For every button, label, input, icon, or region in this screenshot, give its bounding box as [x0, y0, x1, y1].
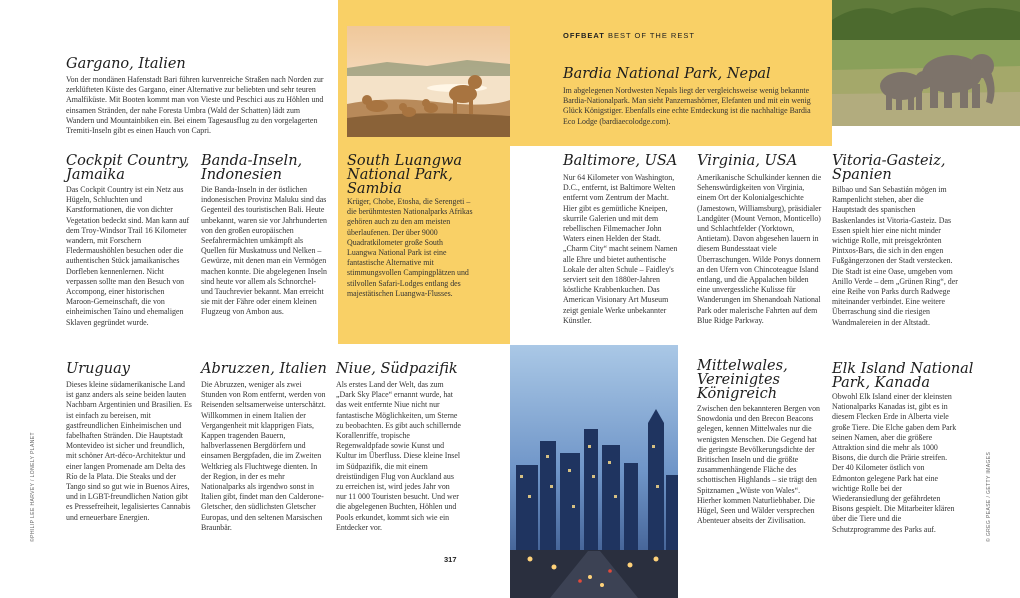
baltimore-body: Nur 64 Kilometer von Washington, D.C., entfernt, ist Baltimore Welten entfernt vom Zentrum der Macht. Hier gibt es gemütliche Kneipen, skurrile Galerien und mit dem rebellischen Filmemacher John Waters einen Helden der Stadt. „Charm City“ macht seinem Namen alle Ehre und bietet authentische Lokale der alten Schule – Faidley's serviert seit den 1880er-Jahren köstliche Krabbenkuchen. Das American Visionary Art Museum zeigt geniale Werke unbekannter Künstler. — [563, 173, 678, 325]
page-number: 317 — [444, 555, 457, 564]
abruzzen-title: Abruzzen, Italien — [201, 361, 327, 377]
virginia-title: Virginia, USA — [697, 153, 798, 169]
gargano-body: Von der mondänen Hafenstadt Bari führen kurvenreiche Straßen nach Norden zur zerklüfteten Küste des Gargano, einer Alternative zur beliebten und sehr teuren Amalfiküste. Mit Booten kommt man von Vieste und Peschici aus zu Höhlen und einsamen Stränden, der nahe Foresta Umbra (Wald der Schatten) lädt zum Wandern und Mountainbiken ein. Bei einem Tagesausflug zu den vorgelagerten Tremiti-Inseln gibt es einen Hauch von Capri. — [66, 75, 324, 136]
uruguay-body: Dieses kleine südamerikanische Land ist ganz anders als seine beiden lauten Nachbarn Argentinien und Brasilien. Es ist einfach zu bereisen, mit gastfreundlichen Einheimischen und fabelhaften Stränden. Die Hauptstadt Montevideo ist sicher und freundlich, mit schöner Art-déco-Architektur und einer langen Promenade am Delta des Río de la Plata. Die Steaks und der Tango sind so gut wie in Buenos Aires, und in LGBT-freundlichen Nation gibt es Pressefreiheit, legalisiertes Cannabis und erneuerbare Energien. — [66, 380, 192, 522]
vitoria-title: Vitoria-Gasteiz, Spanien — [832, 153, 946, 183]
elephants-photo — [832, 0, 1020, 126]
uruguay-title: Uruguay — [66, 361, 130, 377]
baltimore-title: Baltimore, USA — [563, 153, 678, 169]
bardia-body: Im abgelegenen Nordwesten Nepals liegt der vergleichsweise wenig bekannte Bardia-Nationalpark. Man sieht Panzernashörner, Elefanten und mit ein wenig Glück Königstiger. Ebenfalls eine echte Entdeckung ist die nachhaltige Bardia Eco Lodge (bardiaecolodge.com). — [563, 86, 811, 126]
vitoria-body: Bilbao und San Sebastián mögen im Rampenlicht stehen, aber die Hauptstadt des spanischen Baskenlandes ist Vitoria-Gasteiz. Das Essen spielt hier eine nicht minder wichtige Rolle, mit preisgekrönten Pintxos-Bars, die sich in den engen Fußgängerzonen der Stadt verstecken. Die Stadt ist eine Oase, umgeben vom Anillo Verde – dem „Grünen Ring“, der eine Reihe von Parks durch Radwege miteinander verbindet. Eine weitere Überraschung sind die riesigen Wandmalereien in der Altstadt. — [832, 185, 958, 327]
cockpit-body: Das Cockpit Country ist ein Netz aus Hügeln, Schluchten und Karstformationen, die von dichter Vegetation bedeckt sind. Man kann auf dem Troy-Windsor Trail 16 Kilometer wandern, mit Forschern Fledermaushöhlen besuchen oder die authentischen Stück jamaikanisches Dorfleben kennenlernen. Nicht verpassen sollte man den Besuch von Accompong, einer historischen Maroon-Gemeinschaft, die von einheimischen Taíno und ehemaligen Sklaven gegründet wurde. — [66, 185, 190, 327]
lions-photo — [347, 26, 510, 137]
niue-title: Niue, Südpazifik — [336, 361, 458, 377]
photo-credit-right: © GREG PEASE / GETTY IMAGES — [986, 451, 992, 542]
luangwa-body: Krüger, Chobe, Etosha, die Serengeti – die berühmtesten Nationalparks Afrikas gehören auch zu den am meisten überlaufenen. Der über 9000 Quadratkilometer große South Luangwa National Park ist eine fantastische Alternative mit stimmungsvollen Campingplätzen und stilvollen Safari-Lodges entlang des majestätischen Luangwa-Flusses. — [347, 197, 473, 298]
gargano-title: Gargano, Italien — [66, 56, 186, 72]
baltimore-city-photo — [510, 345, 678, 598]
mittelwales-title: Mittelwales, Vereinigtes Königreich — [697, 358, 788, 402]
elkisland-title: Elk Island National Park, Kanada — [832, 361, 974, 391]
virginia-body: Amerikanische Schulkinder kennen die Sehenswürdigkeiten von Virginia, einem Ort der Kolonialgeschichte (Jamestown, Williamsburg), präsidialer Landgüter (Mount Vernon, Monticello) und Schlachtfelder (Yorktown, Antietam). Davon abgesehen lauern in diesem Bundesstaat viele Überraschungen. Wilde Ponys donnern an den Ufern von Chincoteague Island entlang, und die Appalachen bilden eine unvergessliche Kulisse für Wanderungen im Shenandoah National Park oder malerische Fahrten auf dem Blue Ridge Parkway. — [697, 173, 822, 325]
photo-credit-left: ©PHILIP LEE HARVEY / LONELY PLANET — [30, 432, 36, 542]
niue-body: Als erstes Land der Welt, das zum „Dark Sky Place“ ernannt wurde, hat das weit entfernte Niue nicht nur fantastische Möglichkeiten, um Sterne zu beobachten. Es gibt auch schillernde Korallenriffe, tropische Regenwaldpfade sowie Kunst und Kultur im Überfluss. Diese kleine Insel im Südpazifik, die mit einem dreistündigen Flug von Auckland aus zu erreichen ist, wird jedes Jahr von nur 11 000 Touristen besucht. Und wer die abgelegenen Buchten, Höhlen und Pools erkundet, kommt sich wie ein Entdecker vor. — [336, 380, 461, 532]
mittelwales-body: Zwischen den bekannteren Bergen von Snowdonia und den Brecon Beacons gelegen, kennen Mittelwales nur die wenigsten Menschen. Die Gegend hat die geringste Bevölkerungsdichte der Britischen Inseln und die größte zusammenhängende Fläche des schottischen Highlands – sie trägt den Spitznamen „Wüste von Wales“. Hierher kommen Naturliebhaber. Die Hügel, Seen und Wälder versprechen Abenteuer abseits der Zivilisation. — [697, 404, 820, 526]
elkisland-body: Obwohl Elk Island einer der kleinsten Nationalparks Kanadas ist, gibt es in diesem Flecken Erde in Alberta viele große Tiere. Die Elche gaben dem Park seinen Namen, aber die größere Attraktion sind die mehr als 1000 Bisons, die durch die Prärie streifen. Der 40 Kilometer östlich von Edmonton gelegene Park hat eine wichtige Rolle bei der Wiederansiedlung der gefährdeten Bisons gespielt. Die Mitarbeiter klären über die Tiere und die Schutzprogramme des Parks auf. — [832, 392, 957, 534]
abruzzen-body: Die Abruzzen, weniger als zwei Stunden von Rom entfernt, werden von Reisenden seltsamerweise unterschätzt. Willkommen in einem Italien der Vergangenheit mit klapprigen Fiats, Kappen tragenden Bauern, halbverlassenen Bergdörfern und einsamen Bergpfaden, die im Zweiten Weltkrieg als Fluchtwege dienten. In der Region, in der es mehr Nationalparks als irgendwo sonst in Italien gibt, findet man den Calderone-Gletscher, den südlichsten Gletscher Europas, und den seltenen Marsischen Braunbär. — [201, 380, 326, 532]
cockpit-title: Cockpit Country, Jamaika — [66, 153, 190, 183]
bardia-title: Bardia National Park, Nepal — [563, 66, 771, 82]
luangwa-title: South Luangwa National Park, Sambia — [347, 153, 463, 197]
banda-title: Banda-Inseln, Indonesien — [201, 153, 303, 183]
section-kicker: OFFBEAT — [563, 31, 605, 40]
section-label — [563, 31, 695, 40]
section-subtitle: BEST OF THE REST — [607, 31, 695, 40]
banda-body: Die Banda-Inseln in der östlichen indonesischen Provinz Maluku sind das Gegenteil des touristischen Bali. Heute unbekannt, waren sie vor Jahrhunderten von den großen europäischen Seefahrermächten umkämpft als Quellen für Muskatnuss und Nelken – Gewürze, mit denen man ein Vermögen machen konnte. Die abgelegenen Inseln sind heute vor allem als Schnorchel- und Tauchrevier bekannt. Man erreicht sie mit der Fähre oder einem kleinen Flugzeug von Ambon aus. — [201, 185, 327, 317]
